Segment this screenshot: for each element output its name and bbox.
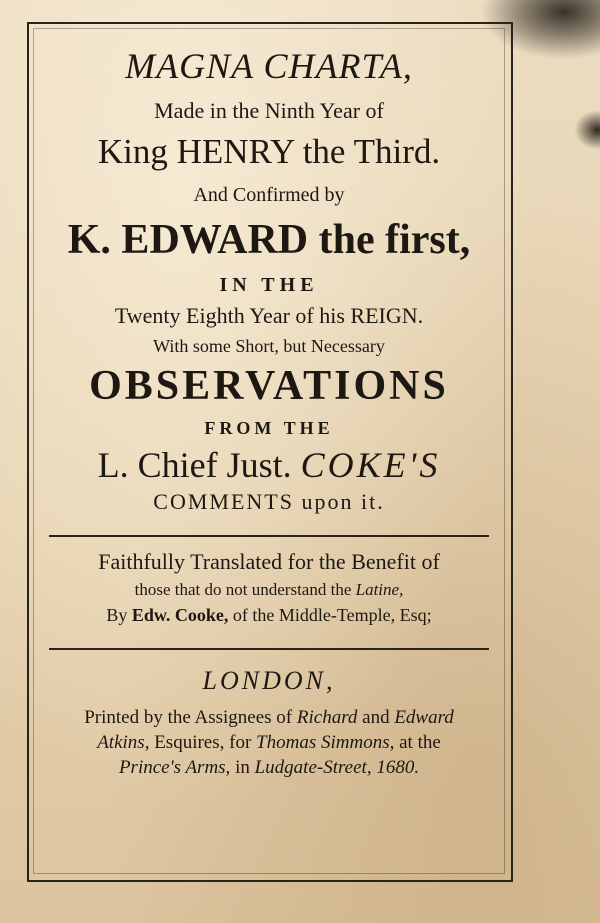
author-affiliation: of the Middle-Temple, Esq;	[232, 605, 432, 625]
line-comments: COMMENTS upon it.	[153, 489, 385, 514]
imprint-atkins: Atkins,	[97, 732, 150, 753]
line-observations: OBSERVATIONS	[89, 363, 449, 409]
imprint-line-1	[29, 708, 509, 727]
imprint-street: Ludgate-Street,	[254, 757, 372, 778]
line-reign: Twenty Eighth Year of his REIGN.	[114, 303, 424, 328]
line-made: Made in the Ninth Year of	[154, 98, 384, 123]
line-in-the: IN THE	[219, 274, 319, 296]
line-from-the: FROM THE	[204, 418, 334, 438]
imprint-line-2	[29, 733, 509, 752]
ink-stain	[574, 110, 600, 150]
author-name: Edw. Cooke,	[131, 605, 229, 625]
imprint-in: in	[235, 757, 250, 778]
by-word: By	[106, 605, 128, 625]
line-translated: Faithfully Translated for the Benefit of	[98, 549, 440, 574]
imprint-line-3	[29, 758, 509, 777]
line-by	[29, 606, 509, 624]
line-edward: K. EDWARD the first,	[67, 217, 471, 263]
imprint-esquires: Esquires, for	[154, 732, 252, 753]
imprint-year: 1680.	[376, 757, 420, 778]
imprint-arms: Prince's Arms,	[118, 757, 231, 778]
divider-rule	[49, 648, 489, 650]
line-those	[29, 581, 509, 598]
title-page-text	[29, 40, 509, 777]
imprint-simmons: Thomas Simmons,	[256, 732, 395, 753]
imprint-and: and	[362, 707, 390, 728]
divider-rule	[49, 535, 489, 537]
line-with-some: With some Short, but Necessary	[153, 336, 385, 356]
imprint-at-the: at the	[399, 732, 441, 753]
those-prefix: those that do not understand the	[134, 580, 352, 599]
main-title: MAGNA CHARTA,	[125, 46, 413, 86]
chief-name: COKE'S	[300, 445, 441, 485]
imprint-printed: Printed by the Assignees of	[84, 707, 293, 728]
those-latine: Latine,	[355, 580, 404, 599]
line-chief-justice	[29, 447, 509, 483]
line-king: King HENRY the Third.	[97, 132, 441, 171]
imprint-place: LONDON,	[202, 666, 336, 695]
chief-prefix: L. Chief Just.	[97, 445, 292, 485]
line-confirmed: And Confirmed by	[193, 184, 345, 206]
imprint-edward: Edward	[394, 707, 454, 728]
imprint-richard: Richard	[296, 707, 358, 728]
